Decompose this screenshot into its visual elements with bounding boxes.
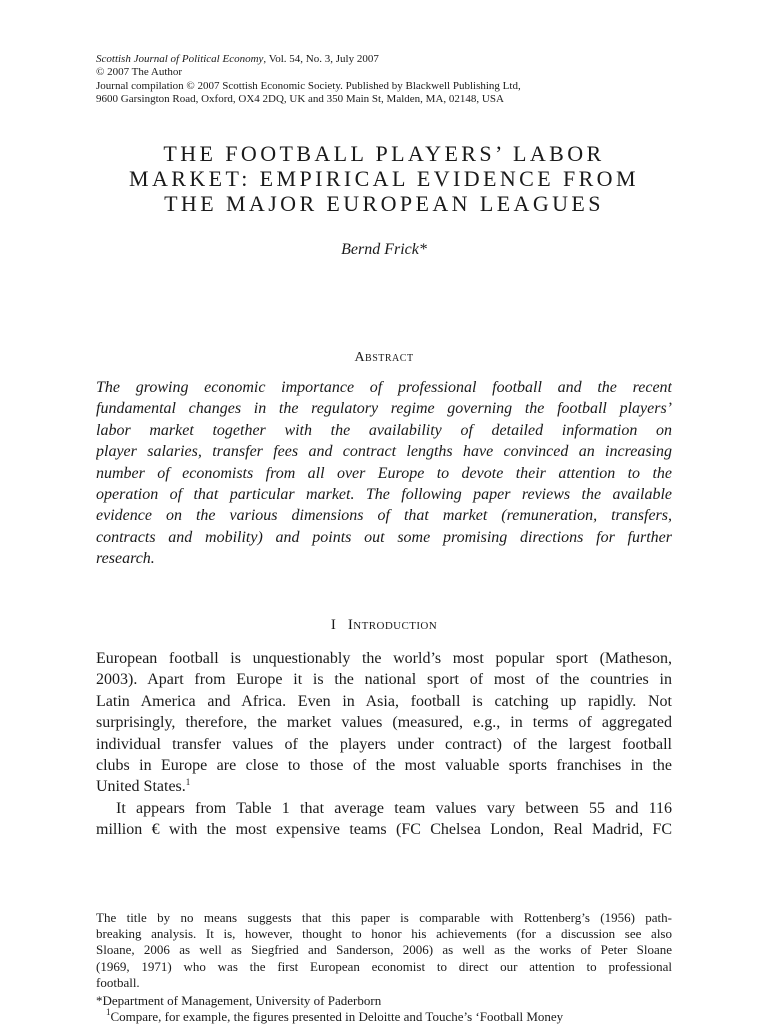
section-heading-introduction (96, 615, 672, 635)
abstract-line: player salaries, transfer fees and contract lengths have convinced an increasing (96, 443, 672, 461)
footnote-number: 1 (106, 1007, 111, 1018)
author-name: Bernd Frick* (341, 241, 427, 258)
body-line: individual transfer values of the players under contract) of the largest football (96, 735, 672, 753)
abstract-line: fundamental changes in the regulatory regime governing the football players’ (96, 400, 672, 418)
abstract-line: research. (96, 550, 155, 568)
publisher-address: 9600 Garsington Road, Oxford, OX4 2DQ, UK and 350 Main St, Malden, MA, 02148, USA (96, 92, 504, 105)
abstract-line: contracts and mobility) and points out some promising directions for further (96, 528, 672, 546)
article-title (96, 141, 672, 216)
section-number: I (330, 617, 336, 633)
journal-compilation: Journal compilation © 2007 Scottish Economic Society. Published by Blackwell Publishing Ltd, (96, 79, 521, 92)
journal-name: Scottish Journal of Political Economy (96, 53, 264, 65)
body-line: 2003). Apart from Europe it is the national sport of most of the countries in (96, 671, 672, 689)
paragraph (96, 798, 672, 819)
body-line: surprisingly, therefore, the market values (measured, e.g., in terms of aggregated (96, 714, 672, 732)
footnote-1 (96, 1009, 672, 1025)
title-line: MARKET: EMPIRICAL EVIDENCE FROM (129, 166, 639, 191)
article-page (96, 0, 672, 1024)
title-footnote (96, 910, 672, 991)
paragraph-continued (96, 819, 672, 840)
body-line-last (96, 776, 672, 797)
abstract-line: labor market together with the availability of detailed information on (96, 421, 672, 439)
body-line: million € with the most expensive teams (FC Chelsea London, Real Madrid, FC (96, 821, 672, 839)
footnotes (96, 910, 672, 1025)
footnote-line: (1969, 1971) who was the first European economist to direct our attention to professional (96, 958, 672, 974)
body-line: Latin America and Africa. Even in Asia, football is catching up rapidly. Not (96, 692, 672, 710)
body-line: It appears from Table 1 that average team values vary between 55 and 116 (116, 799, 672, 817)
footnote-text: Compare, for example, the figures presented in Deloitte and Touche’s ‘Football Money (110, 1009, 564, 1025)
copyright-author: © 2007 The Author (96, 66, 183, 79)
body-line: clubs in Europe are close to those of the most valuable sports franchises in the (96, 757, 672, 775)
body-line: European football is unquestionably the world’s most popular sport (Matheson, (96, 650, 672, 667)
journal-issue: , Vol. 54, No. 3, July 2007 (263, 53, 379, 65)
abstract-heading: Abstract (354, 350, 414, 365)
abstract-line: number of economists from all over Europe to devote their attention to the (96, 464, 672, 482)
abstract-line: evidence on the various dimensions of that market (remuneration, transfers, (96, 507, 672, 525)
abstract-text (96, 377, 672, 570)
body-line: United States. (96, 778, 186, 796)
title-line: THE FOOTBALL PLAYERS’ LABOR (163, 141, 605, 166)
footnote-line: breaking analysis. It is, however, thought to honor his achievements (for a discussion see also (96, 926, 672, 942)
abstract-line: operation of that particular market. The following paper reviews the available (96, 486, 672, 504)
footnote-line: The title by no means suggests that this paper is comparable with Rottenberg’s (1956) path- (96, 910, 672, 925)
section-title: Introduction (347, 617, 438, 633)
footnote-line: Sloane, 2006 as well as Siegfried and Sanderson, 2006) as well as the works of Peter Sloane (96, 942, 672, 958)
journal-citation-line (96, 53, 672, 66)
abstract-line: The growing economic importance of professional football and the recent (96, 379, 672, 396)
footnote-line: football. (96, 974, 140, 990)
journal-header (96, 53, 672, 106)
title-line: THE MAJOR EUROPEAN LEAGUES (164, 191, 604, 216)
introduction-body (96, 648, 672, 841)
author-affiliation: *Department of Management, University of Paderborn (96, 993, 382, 1009)
paragraph (96, 648, 672, 798)
footnote-ref-1[interactable]: 1 (185, 777, 191, 788)
